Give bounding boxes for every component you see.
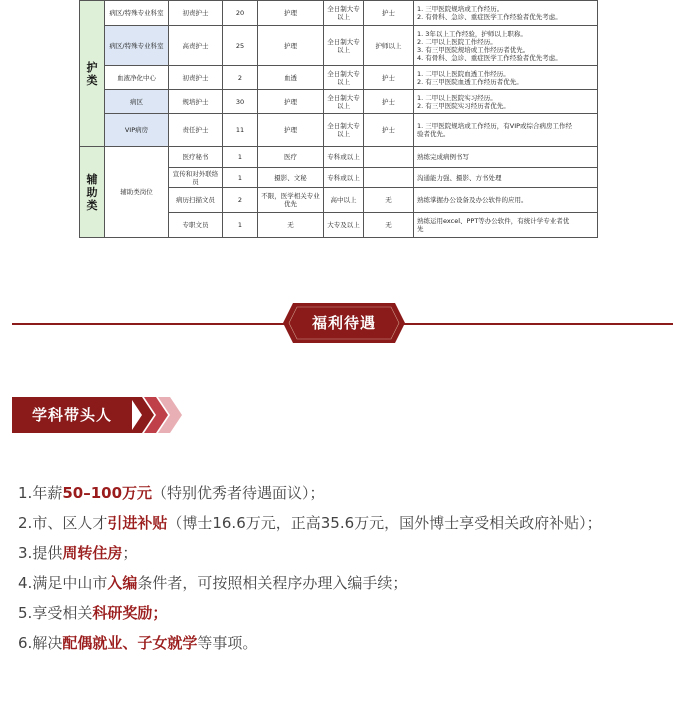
- title-cell: 高责护士: [169, 26, 223, 66]
- qual-cell: 无: [364, 213, 414, 238]
- edu-cell: 专科或以上: [324, 147, 364, 168]
- requirement-line: 1. 三甲医院规培或工作经历。: [417, 5, 504, 13]
- benefit-text: 享受相关: [32, 604, 93, 622]
- dept-cell: 血液净化中心: [105, 66, 169, 90]
- edu-cell: 大专及以上: [324, 213, 364, 238]
- count-cell: 30: [223, 90, 258, 114]
- qual-cell: [364, 168, 414, 188]
- count-cell: 25: [223, 26, 258, 66]
- major-cell: 医疗: [258, 147, 324, 168]
- requirement-line: 2. 有三甲医院实习经历者优先。: [417, 101, 510, 110]
- nurse-category-cell: [80, 1, 105, 147]
- edu-cell: 全日制大专以上: [324, 26, 364, 66]
- requirement-line: 2. 二甲以上医院工作经历。: [417, 37, 497, 46]
- major-cell: 护理: [258, 26, 324, 66]
- section-title: 学科带头人: [31, 406, 112, 424]
- benefit-text: 等事项。: [197, 634, 258, 652]
- support-dept-cell: 辅助类岗位: [105, 147, 169, 238]
- benefit-text: 满足中山市: [32, 574, 108, 592]
- title-cell: 病历扫描文员: [169, 188, 223, 213]
- requirement-line: 3. 有三甲医院规培或工作经历者优先。: [417, 45, 530, 54]
- count-cell: 20: [223, 1, 258, 26]
- major-cell: 血透: [258, 66, 324, 90]
- qual-cell: 护士: [364, 114, 414, 147]
- benefit-text: （博士16.6万元，正高35.6万元，国外博士享受相关政府补贴）；: [167, 514, 602, 532]
- benefit-item: [18, 628, 668, 658]
- count-cell: 11: [223, 114, 258, 147]
- requirement-cell: [414, 168, 598, 188]
- requirement-line: 熟练运用excel、PPT等办公软件，有统计学专业者优: [417, 217, 570, 225]
- requirement-line: 2. 有骨科、急诊、重症医学工作经验者优先考虑。: [417, 13, 562, 21]
- requirement-line: 1. 二甲以上医院实习经历。: [417, 93, 497, 102]
- benefit-number: 4.: [18, 574, 33, 592]
- dept-cell: VIP病房: [105, 114, 169, 147]
- qual-cell: 护士: [364, 1, 414, 26]
- count-cell: 2: [223, 188, 258, 213]
- requirement-cell: [414, 1, 598, 26]
- qual-cell: [364, 147, 414, 168]
- qual-cell: 护师以上: [364, 26, 414, 66]
- requirement-line: 沟通能力强、摄影、方书处理: [417, 173, 502, 182]
- nurse-category-label: 护类: [86, 60, 98, 87]
- title-cell: 宣传和对外联络员: [169, 168, 223, 188]
- benefit-text: 提供: [32, 544, 63, 562]
- benefit-text: 年薪: [32, 484, 63, 502]
- requirement-cell: [414, 114, 598, 147]
- major-cell: 护理: [258, 90, 324, 114]
- benefit-highlight: 入编: [107, 574, 138, 592]
- table-row: [80, 66, 598, 90]
- benefit-text: 市、区人才: [32, 514, 108, 532]
- benefit-item: [18, 568, 668, 598]
- table-row: [80, 90, 598, 114]
- edu-cell: 全日制大专以上: [324, 1, 364, 26]
- benefit-item: [18, 478, 668, 508]
- benefit-number: 3.: [18, 544, 33, 562]
- benefit-item: [18, 538, 668, 568]
- qual-cell: 护士: [364, 90, 414, 114]
- requirement-cell: [414, 66, 598, 90]
- qual-cell: 护士: [364, 66, 414, 90]
- table-row: [80, 1, 598, 26]
- benefit-text: 解决: [32, 634, 63, 652]
- title-cell: 初责护士: [169, 1, 223, 26]
- benefit-text: 条件者，可按照相关程序办理入编手续；: [137, 574, 408, 592]
- major-cell: 摄影、文秘: [258, 168, 324, 188]
- support-category-label: 辅助类: [86, 172, 98, 212]
- requirement-cell: [414, 188, 598, 213]
- section-tag-box: [12, 397, 132, 433]
- benefit-highlight: 周转住房: [62, 544, 123, 562]
- benefit-number: 1.: [18, 484, 33, 502]
- count-cell: 2: [223, 66, 258, 90]
- requirement-line: 熟练掌握办公设备及办公软件的应用。: [417, 196, 528, 204]
- requirement-cell: [414, 90, 598, 114]
- benefits-divider-badge: [283, 303, 405, 343]
- support-category-cell: [80, 147, 105, 238]
- benefits-title: 福利待遇: [311, 314, 376, 332]
- requirement-cell: [414, 147, 598, 168]
- benefit-number: 5.: [18, 604, 33, 622]
- job-table: [79, 0, 598, 238]
- dept-cell: 病区/特殊专业科室: [105, 26, 169, 66]
- job-table-container: [79, 0, 597, 240]
- benefit-item: [18, 598, 668, 628]
- table-row: [80, 114, 598, 147]
- dept-cell: 病区/特殊专业科室: [105, 1, 169, 26]
- requirement-line: 1. 三甲医院规培或工作经历，有VIP或综合病房工作经: [417, 122, 573, 130]
- edu-cell: 全日制大专以上: [324, 114, 364, 147]
- requirement-line: 验者优先。: [417, 130, 450, 138]
- benefit-text: ；: [122, 544, 138, 562]
- edu-cell: 全日制大专以上: [324, 66, 364, 90]
- dept-cell: 病区: [105, 90, 169, 114]
- major-cell: 护理: [258, 114, 324, 147]
- title-cell: 专职文员: [169, 213, 223, 238]
- benefit-number: 2.: [18, 514, 33, 532]
- benefit-number: 6.: [18, 634, 33, 652]
- section-tag: [12, 397, 182, 433]
- major-cell: 不限，医学相关专业优先: [258, 188, 324, 213]
- qual-cell: 无: [364, 188, 414, 213]
- edu-cell: 高中以上: [324, 188, 364, 213]
- requirement-line: 4. 有骨科、急诊、重症医学工作经验者优先考虑。: [417, 53, 562, 62]
- count-cell: 1: [223, 213, 258, 238]
- benefit-highlight: 50–100万元: [62, 484, 153, 502]
- count-cell: 1: [223, 168, 258, 188]
- requirement-cell: [414, 26, 598, 66]
- requirement-line: 先: [417, 225, 424, 233]
- title-cell: 初责护士: [169, 66, 223, 90]
- major-cell: 无: [258, 213, 324, 238]
- title-cell: 责任护士: [169, 114, 223, 147]
- title-cell: 医疗秘书: [169, 147, 223, 168]
- benefit-highlight: 引进补贴: [107, 514, 168, 532]
- chevrons-icon: [130, 397, 190, 433]
- title-cell: 规培护士: [169, 90, 223, 114]
- benefit-text: （特别优秀者待遇面议）；: [152, 484, 325, 502]
- count-cell: 1: [223, 147, 258, 168]
- major-cell: 护理: [258, 1, 324, 26]
- requirement-cell: [414, 213, 598, 238]
- table-row: [80, 147, 598, 168]
- benefit-item: [18, 508, 668, 538]
- requirement-line: 1. 二甲以上医院血透工作经历。: [417, 69, 510, 78]
- edu-cell: 全日制大专以上: [324, 90, 364, 114]
- requirement-line: 2. 有三甲医院血透工作经历者优先。: [417, 77, 523, 86]
- benefits-list: [18, 478, 668, 658]
- requirement-line: 熟练完成病例书写: [417, 153, 469, 161]
- edu-cell: 专科或以上: [324, 168, 364, 188]
- requirement-line: 1. 3年以上工作经验，护师以上职称。: [417, 29, 527, 38]
- benefit-highlight: 科研奖励；: [92, 604, 168, 622]
- table-row: [80, 26, 598, 66]
- benefit-highlight: 配偶就业、子女就学: [62, 634, 198, 652]
